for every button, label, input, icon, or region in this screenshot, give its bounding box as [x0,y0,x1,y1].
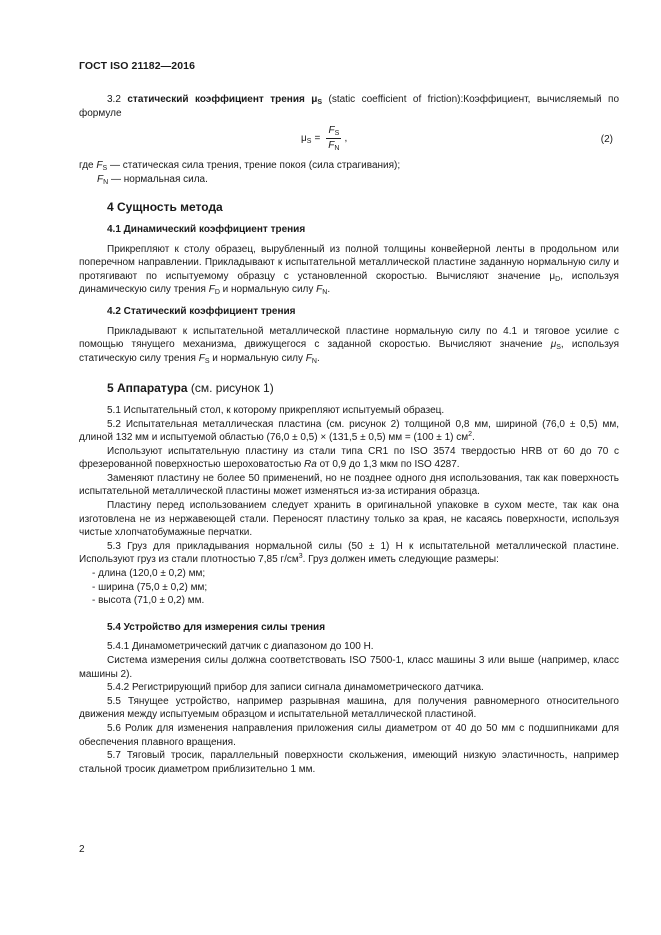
section-5-3-text: 5.3 Груз для прикладывания нормальной силы (50 ± 1) Н к испытательной металлической пластине. Используют груз из стали плотностью 7,85 $г/см^3$. Груз должен иметь следующие размеры: [79,540,619,566]
section-5-5-text: 5.5 Тянущее устройство, например разрывная машина, для получения равномерного относительного движения между испытуемым образцом и испытательной металлической пластиной. [79,695,619,721]
section-4-1-title: 4.1 Динамический коэффициент трения [107,223,306,235]
formula-2: $\mu_S$ = $\frac{F_S}{F_N}$ , (2) [301,125,613,153]
section-5-4-1-system: Система измерения силы должна соответствовать ISO 7500-1, класс машины 3 или выше (например, класс машины 2). [79,655,619,680]
document-body [79,93,619,776]
section-5-4-title: 5.4 Устройство для измерения силы трения [107,621,326,633]
section-5-6-text: 5.6 Ролик для изменения направления приложения силы диаметром от 40 до 50 мм с подшипниками для обеспечения плавного вращения. [79,722,619,748]
section-4-title: 4 Сущность метода [107,200,223,215]
where-fn: $F_N$ — нормальная сила. [97,173,208,186]
section-5-title: 5 Аппаратура (см. рисунок 1) [107,381,274,396]
section-4-1-text: Прикрепляют к столу образец, вырубленный из полной толщины конвейерной ленты в продольном или поперечном направлении. Прикладывают к испытательной металлической пластине заданную нормальную силу и протягивают по испытуемому образцу с установленной скоростью. Вычисляют значение $\mu_D$, используя динамическую силу трения $F_D$ и нормальную силу $F_N$. [79,243,619,297]
section-5-2-storage: Пластину перед использованием следует хранить в оригинальной упаковке в сухом месте, так как она изготовлена не из нержавеющей стали. Переносят пластину только за края, не касаясь поверхности, используя чистые хлопчатобумажные перчатки. [79,500,619,539]
section-5-2-material: Используют испытательную пластину из стали типа CR1 по ISO 3574 твердостью HRB от 60 до 70 с фрезерованной поверхностью шероховатостью Ra от 0,9 до 1,3 мкм по ISO 4287. [79,445,619,471]
section-5-4-1-text: 5.4.1 Динамометрический датчик с диапазоном до 100 Н. [107,641,374,653]
section-5-7-text: 5.7 Тяговый тросик, параллельный поверхности скольжения, имеющий низкую эластичность, например стальной тросик диаметром приблизительно 1 мм. [79,750,619,775]
where-fs: где $F_S$ — статическая сила трения, трение покоя (сила страгивания); [79,160,401,173]
formula-number: (2) [600,134,613,146]
section-5-4-2-text: 5.4.2 Регистрирующий прибор для записи сигнала динамометрического датчика. [107,682,484,694]
section-5-1-text: 5.1 Испытательный стол, к которому прикрепляют испытуемый образец. [107,404,445,416]
dimension-length: - длина (120,0 ± 0,2) мм; [92,568,206,580]
document-code-header: ГОСТ ISO 21182—2016 [79,60,196,72]
section-5-2-text: 5.2 Испытательная металлическая пластина (см. рисунок 2) толщиной 0,8 мм, шириной (76,0 ± 0,5) мм, длиной 132 мм и испытуемой областью (76,0 ± 0,5) × (131,5 ± 0,5) мм = (100 ± 1) $см^2$. [79,418,619,444]
definition-3-2: 3.2 статический коэффициент трения $\mu_S$ (static coefficient of friction):Коэффициент, вычисляемый по формуле [79,94,620,119]
section-4-2-text: Прикладывают к испытательной металлической пластине нормальную силу по 4.1 и тяговое усилие с помощью тянущего механизма, движущегося с заданной скоростью. Вычисляют значение $\mu_S$, используя статическую силу трения $F_S$ и нормальную силу $F_N$. [79,325,619,365]
section-5-2-replace: Заменяют пластину не более 50 применений, но не позднее одного дня использования, так как поверхность испытательной металлической пластины может изменяться из-за истирания образца. [79,472,619,498]
page-number: 2 [79,844,85,855]
dimension-width: - ширина (75,0 ± 0,2) мм; [92,581,208,593]
section-4-2-title: 4.2 Статический коэффициент трения [107,305,296,317]
dimension-height: - высота (71,0 ± 0,2) мм. [92,595,205,607]
